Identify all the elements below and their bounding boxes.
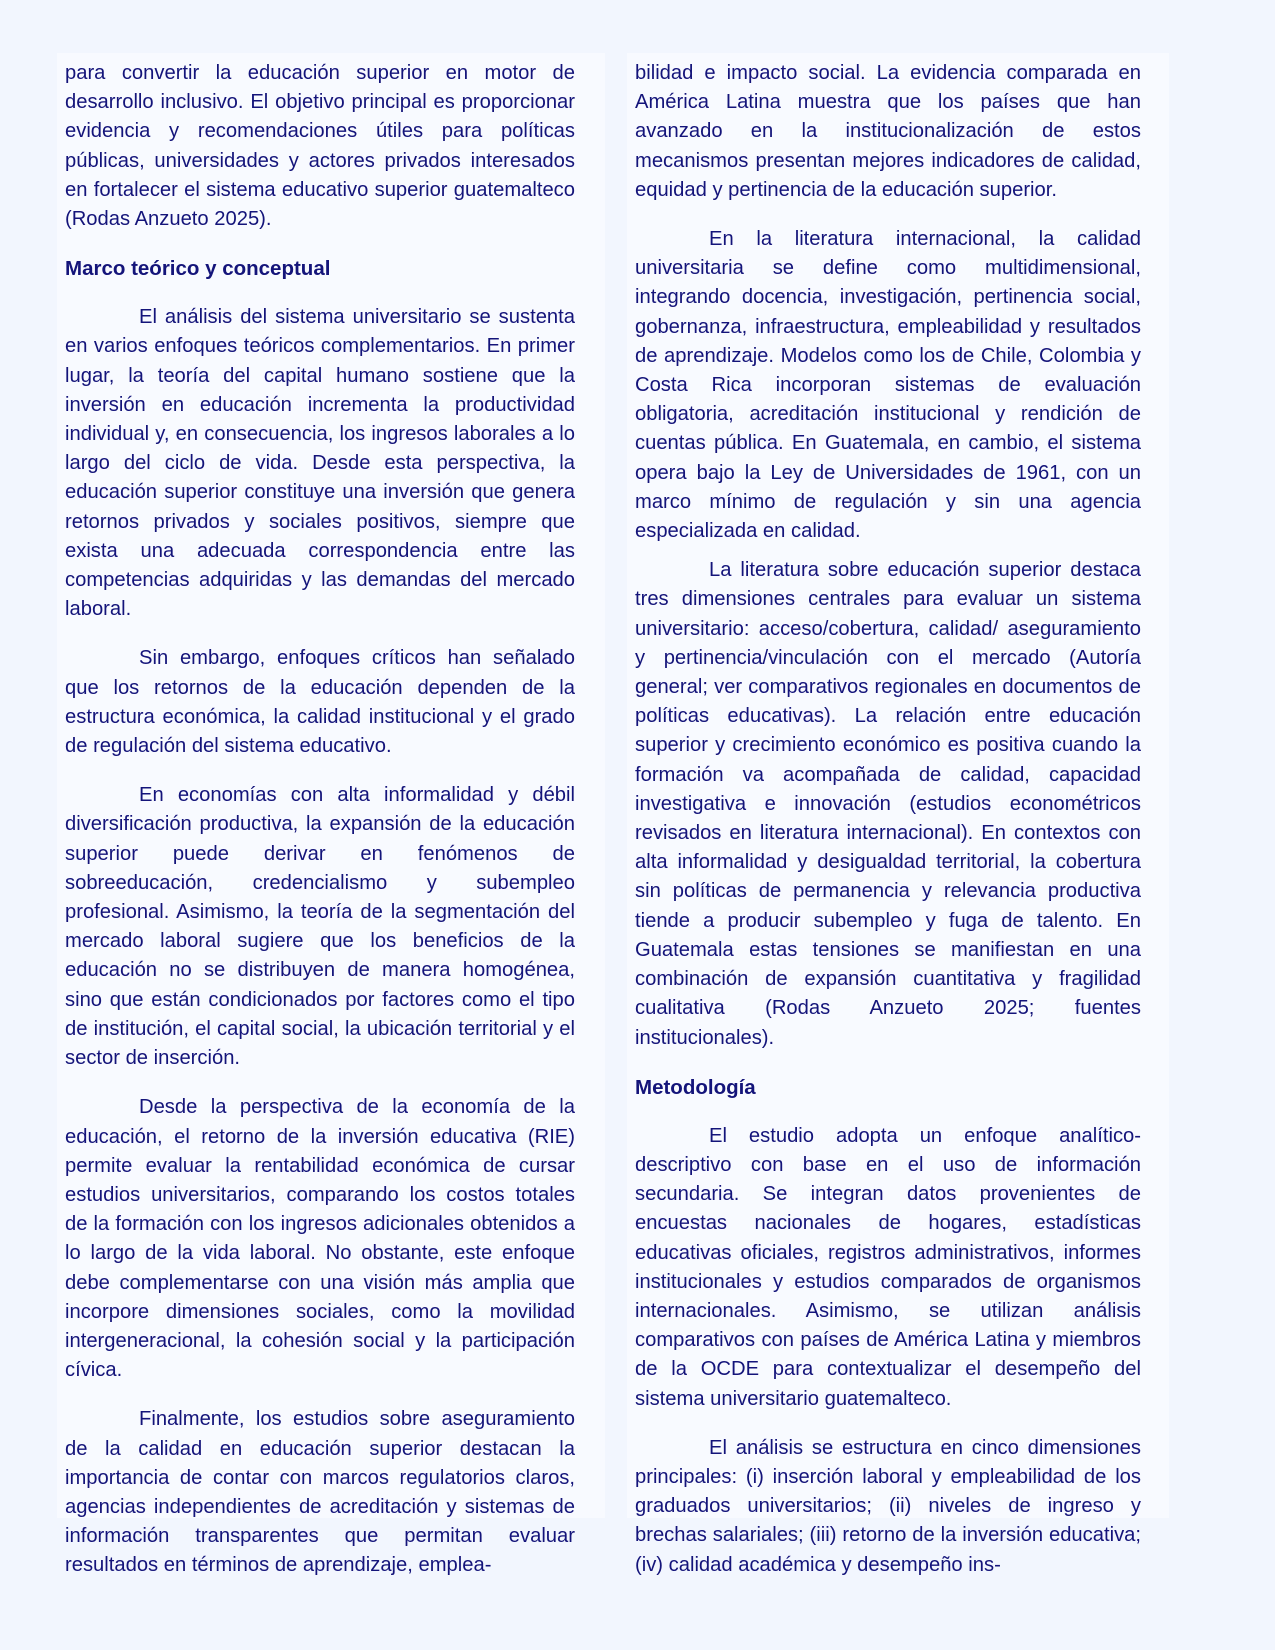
paragraph-literatura: La literatura sobre educación superior destaca tres dimensiones centrales para evaluar un sistema universitario: acceso/cobertura, calidad/ aseguramiento y pertinencia/vinculación con el mercado (Autoría general; ver comparativos regionales en documentos de políticas educativas). La relación entre educación superior y crecimiento económico es positiva cuando la formación va acompañada de calidad, capacidad investigativa e innovación (estudios econométricos revisados en literatura internacional). En contextos con alta informalidad y desigualdad territorial, la cobertura sin políticas de permanencia y relevancia productiva tiende a producir subempleo y fuga de talento. En Guatemala estas tensiones se manifiestan en una combinación de expansión cuantitativa y fragilidad cualitativa (Rodas Anzueto 2025; fuentes institucionales). [635, 559, 1141, 1049]
paragraph-marco-3: En economías con alta informalidad y débil diversificación productiva, la expansión de la educación superior puede derivar en fenómenos de sobreeducación, credencialismo y subempleo profesional. Asimismo, la teoría de la segmentación del mercado laboral sugiere que los beneficios de la educación no se distribuyen de manera homogénea, sino que están condicionados por factores como el tipo de institución, el capital social, la ubicación territorial y el sector de inserción. [65, 784, 575, 1070]
paragraph-metodologia-2: El análisis se estructura en cinco dimensiones principales: (i) inserción laboral y empleabilidad de los graduados universitarios; (ii) niveles de ingreso y brechas salariales; (iii) retorno de la inversión educativa; (iv) calidad académica y desempeño ins- [635, 1436, 1141, 1576]
section-heading-marco-teorico: Marco teórico y conceptual [65, 257, 331, 281]
paragraph-metodologia-1: El estudio adopta un enfoque analítico-descriptivo con base en el uso de información secundaria. Se integran datos provenientes de encuestas nacionales de hogares, estadísticas educativas oficiales, registros administrativos, informes institucionales y estudios comparados de organismos internacionales. Asimismo, se utilizan análisis comparativos con países de América Latina y miembros de la OCDE para contextualizar el desempeño del sistema universitario guatemalteco. [635, 1124, 1141, 1410]
paragraph-continuation: bilidad e impacto social. La evidencia comparada en América Latina muestra que los países que han avanzado en la institucionalización de estos mecanismos presentan mejores indicadores de calidad, equidad y pertinencia de la educación superior. [635, 62, 1141, 201]
section-heading-metodologia: Metodología [635, 1075, 756, 1099]
paragraph-intro-tail: para convertir la educación superior en motor de desarrollo inclusivo. El objetivo principal es proporcionar evidencia y recomendaciones útiles para políticas públicas, universidades y actores privados interesados en fortalecer el sistema educativo superior guatemalteco (Rodas Anzueto 2025). [65, 62, 575, 231]
paragraph-marco-2: Sin embargo, enfoques críticos han señalado que los retornos de la educación dependen de la estructura económica, la calidad institucional y el grado de regulación del sistema educativo. [65, 647, 575, 758]
paragraph-marco-1: El análisis del sistema universitario se sustenta en varios enfoques teóricos complementarios. En primer lugar, la teoría del capital humano sostiene que la inversión en educación incrementa la productividad individual y, en consecuencia, los ingresos laborales a lo largo del ciclo de vida. Desde esta perspectiva, la educación superior constituye una inversión que genera retornos privados y sociales positivos, siempre que exista una adecuada correspondencia entre las competencias adquiridas y las demandas del mercado laboral. [65, 306, 575, 621]
paragraph-calidad: En la literatura internacional, la calidad universitaria se define como multidimensional, integrando docencia, investigación, pertinencia social, gobernanza, infraestructura, empleabilidad y resultados de aprendizaje. Modelos como los de Chile, Colombia y Costa Rica incorporan sistemas de evaluación obligatoria, acreditación institucional y rendición de cuentas pública. En Guatemala, en cambio, el sistema opera bajo la Ley de Universidades de 1961, con un marco mínimo de regulación y sin una agencia especializada en calidad. [635, 228, 1141, 543]
right-column [627, 53, 1169, 1576]
paragraph-marco-5: Finalmente, los estudios sobre aseguramiento de la calidad en educación superior destacan la importancia de contar con marcos regulatorios claros, agencias independientes de acreditación y sistemas de información transparentes que permitan evaluar resultados en términos de aprendizaje, emplea- [65, 1408, 575, 1577]
left-column [57, 53, 605, 1577]
paragraph-marco-4: Desde la perspectiva de la economía de la educación, el retorno de la inversión educativa (RIE) permite evaluar la rentabilidad económica de cursar estudios universitarios, comparando los costos totales de la formación con los ingresos adicionales obtenidos a lo largo de la vida laboral. No obstante, este enfoque debe complementarse con una visión más amplia que incorpore dimensiones sociales, como la movilidad intergeneracional, la cohesión social y la participación cívica. [65, 1096, 575, 1382]
